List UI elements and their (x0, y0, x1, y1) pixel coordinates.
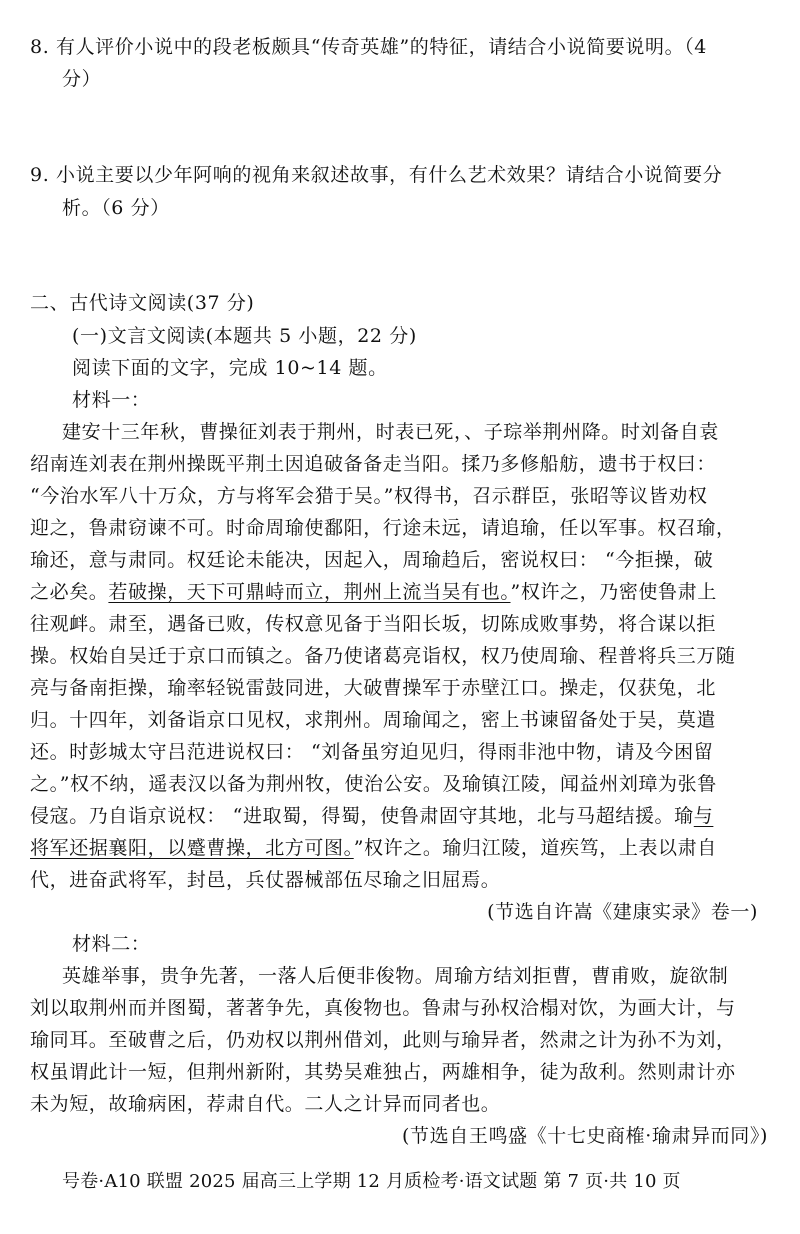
material-2-label: 材料二： (72, 933, 151, 955)
material-1-line: “今治水军八十万众，方与将军会猎于吴。”权得书，召示群臣，张昭等议皆劝权 (30, 485, 708, 507)
material-1-line: 绍南连刘表在荆州操既平荆土因追破备备走当阳。揉乃多修船舫，遗书于权曰： (30, 453, 717, 475)
material-1-source: (节选自许嵩《建康实录》卷一) (487, 901, 758, 923)
material-1-line: 亮与备南拒操，瑜率轻锐雷鼓同进，大破曹操军于赤壁江口。操走，仅获兔，北 (30, 677, 717, 699)
material-1-line: 操。权始自吴迁于京口而镇之。备乃使诸葛亮诣权，权乃使周瑜、程普将兵三万随 (30, 645, 736, 667)
material-1-line (30, 577, 775, 607)
material-2-line: 刘以取荆州而并图蜀，著著争先，真俊物也。鲁肃与孙权洽榻对饮，为画大计，与 (30, 997, 736, 1019)
material-2-line: 英雄举事，贵争先著，一落人后便非俊物。周瑜方结刘拒曹，曹甫败，旋欲制 (62, 965, 729, 987)
material-1-label: 材料一： (72, 389, 151, 411)
question-9-line-1: 9. 小说主要以少年阿响的视角来叙述故事，有什么艺术效果？请结合小说简要分 (30, 164, 723, 186)
material-2-line: 瑜同耳。至破曹之后，仍劝权以荆州借刘，此则与瑜异者，然肃之计为孙不为刘， (30, 1029, 736, 1051)
material-1-line: 建安十三年秋，曹操征刘表于荆州，时表已死，、子琮举荆州降。时刘备自袁 (62, 421, 719, 443)
question-9-line-2: 析。（6 分） (62, 197, 170, 219)
instruction: 阅读下面的文字，完成 10~14 题。 (72, 357, 388, 379)
material-1-line: 归。十四年，刘备诣京口见权，求荆州。周瑜闻之，密上书谏留备处于吴，莫遣 (30, 709, 717, 731)
underlined-sentence: 若破操，天下可鼎峙而立，荆州上流当吴有也。 (108, 581, 511, 603)
material-2-line: 权虽谓此计一短，但荆州新附，其势吴难独占，两雄相争，徒为敌利。然则肃计亦 (30, 1061, 736, 1083)
material-1-line (30, 833, 775, 863)
material-1-line: 之。”权不纳，遥表汉以备为荆州牧，使治公安。及瑜镇江陵，闻益州刘璋为张鲁 (30, 773, 717, 795)
material-1-line: 往观衅。肃至，遇备已败，传权意见备于当阳长坂，切陈成败事势，将合谋以拒 (30, 613, 717, 635)
text-segment: 之必矣。 (30, 581, 109, 603)
question-8-line-1: 8. 有人评价小说中的段老板颇具“传奇英雄”的特征，请结合小说简要说明。（4 (30, 36, 707, 58)
text-segment: ”权许之，乃密使鲁肃上 (510, 581, 717, 603)
material-1-line: 代，进奋武将军，封邑，兵仗器械部伍尽瑜之旧屈焉。 (30, 869, 501, 891)
underlined-sentence: 与 (693, 805, 714, 827)
material-2-line: 未为短，故瑜病困，荐肃自代。二人之计异而同者也。 (30, 1093, 501, 1115)
material-1-line: 迎之，鲁肃窃谏不可。时命周瑜使鄱阳，行途未远，请追瑜，任以军事。权召瑜， (30, 517, 736, 539)
text-segment: ”权许之。瑜归江陵，道疾笃，上表以肃自 (353, 837, 717, 859)
material-1-line (30, 801, 775, 831)
underlined-sentence: 将军还据襄阳，以蹙曹操，北方可图。 (30, 837, 354, 859)
material-2-source: (节选自王鸣盛《十七史商榷·瑜肃异而同》) (402, 1125, 768, 1147)
question-8-line-2: 分） (62, 68, 102, 90)
material-1-line: 还。时彭城太守吕范进说权曰： “刘备虽穷迫见归，得雨非池中物，请及今困留 (30, 741, 714, 763)
text-segment: 侵寇。乃自诣京说权： “进取蜀，得蜀，使鲁肃固守其地，北与马超结援。瑜 (30, 805, 694, 827)
section-title: 二、古代诗文阅读(37 分) (30, 292, 255, 314)
subsection-title: (一)文言文阅读(本题共 5 小题，22 分) (72, 325, 417, 347)
material-1-line: 瑜还，意与肃同。权廷论未能决，因起入，周瑜趋后，密说权曰： “今拒操，破 (30, 549, 714, 571)
page-footer: 号卷·A10 联盟 2025 届高三上学期 12 月质检考·语文试题 第 7 页·共 10 页 (62, 1171, 681, 1192)
